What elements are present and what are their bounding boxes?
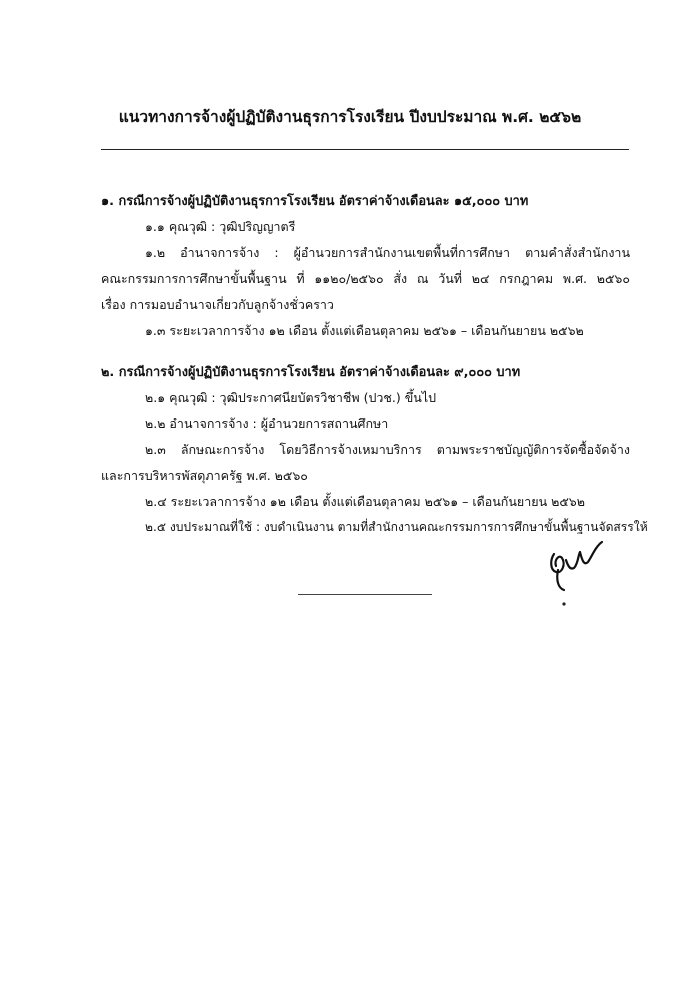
section-2-item-2: ๒.๒ อำนาจการจ้าง : ผู้อำนวยการสถานศึกษา: [145, 416, 389, 431]
section-2-item-3-line-1: ๒.๓ ลักษณะการจ้าง โดยวิธีการจ้างเหมาบริการ ตามพระราชบัญญัติการจัดซื้อจัดจ้าง: [145, 442, 630, 457]
title-divider: [101, 149, 629, 150]
section-1-item-2-line-3: เรื่อง การมอบอำนาจเกี่ยวกับลูกจ้างชั่วคราว: [101, 297, 334, 312]
section-2-item-1: ๒.๑ คุณวุฒิ : วุฒิประกาศนียบัตรวิชาชีพ (ปวช.) ขึ้นไป: [145, 390, 437, 405]
section-2-item-5: ๒.๕ งบประมาณที่ใช้ : งบดำเนินงาน ตามที่สำนักงานคณะกรรมการการศึกษาขั้นพื้นฐานจัดสรรให้: [145, 520, 648, 534]
document-title: แนวทางการจ้างผู้ปฏิบัติงานธุรการโรงเรียน ปีงบประมาณ พ.ศ. ๒๕๖๒: [118, 108, 582, 126]
section-1-item-2-line-1: ๑.๒ อำนาจการจ้าง : ผู้อำนวยการสำนักงานเขตพื้นที่การศึกษา ตามคำสั่งสำนักงาน: [145, 245, 630, 260]
section-1-item-1: ๑.๑ คุณวุฒิ : วุฒิปริญญาตรี: [145, 219, 296, 234]
section-2-item-4: ๒.๔ ระยะเวลาการจ้าง ๑๒ เดือน ตั้งแต่เดือนตุลาคม ๒๕๖๑ – เดือนกันยายน ๒๕๖๒: [145, 494, 585, 509]
end-of-document-divider: [298, 594, 432, 595]
section-1-item-2-line-2: คณะกรรมการการศึกษาขั้นพื้นฐาน ที่ ๑๑๒๐/๒๕๖๐ สั่ง ณ วันที่ ๒๔ กรกฎาคม พ.ศ. ๒๕๖๐: [101, 271, 630, 286]
section-2-heading: ๒. กรณีการจ้างผู้ปฏิบัติงานธุรการโรงเรียน อัตราค่าจ้างเดือนละ ๙,๐๐๐ บาท: [101, 365, 521, 380]
section-2-item-3-line-2: และการบริหารพัสดุภาครัฐ พ.ศ. ๒๕๖๐: [101, 468, 308, 483]
section-1-heading: ๑. กรณีการจ้างผู้ปฏิบัติงานธุรการโรงเรียน อัตราค่าจ้างเดือนละ ๑๕,๐๐๐ บาท: [101, 194, 529, 209]
handwritten-initials-signature: [544, 520, 614, 615]
section-1-item-3: ๑.๓ ระยะเวลาการจ้าง ๑๒ เดือน ตั้งแต่เดือนตุลาคม ๒๕๖๑ – เดือนกันยายน ๒๕๖๒: [145, 323, 584, 338]
